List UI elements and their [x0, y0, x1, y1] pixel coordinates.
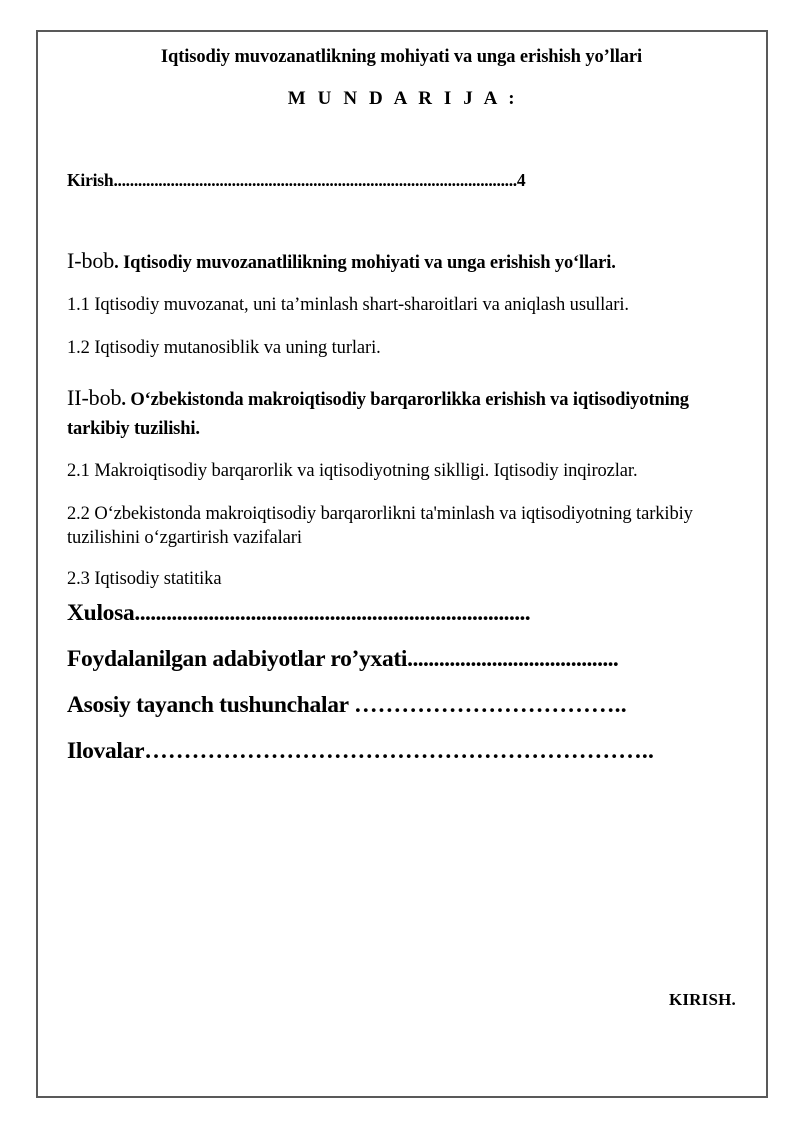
- toc-entry-key-concepts: [67, 691, 736, 720]
- toc-dot-leader-xulosa: ...........................................................................: [134, 599, 531, 626]
- toc-entry-label-key-concepts: Asosiy tayanch tushunchalar: [67, 692, 354, 719]
- chapter-title-2: O‘zbekistonda makroiqtisodiy barqarorlikka erishish va iqtisodiyotning tarkibiy tuzilishi.: [67, 390, 689, 439]
- chapter-number-2: II-bob: [67, 385, 122, 411]
- toc-entry-kirish: [67, 170, 736, 191]
- toc-entry-label-references: Foydalanilgan adabiyotlar ro’yxati: [67, 646, 408, 673]
- toc-dot-leader-references: ........................................: [407, 646, 619, 673]
- document-body: [38, 32, 766, 1096]
- toc-entry-label: Kirish: [67, 169, 114, 190]
- chapter-title-1: Iqtisodiy muvozanatlilikning mohiyati va unga erishish yo‘llari.: [123, 252, 616, 273]
- toc-entry-references: [67, 645, 736, 674]
- chapter-number-1: I-bob: [67, 247, 115, 273]
- toc-subsection-1-2: 1.2 Iqtisodiy mutanosiblik va uning turlari.: [67, 337, 381, 358]
- chapter-heading-1: [67, 247, 736, 276]
- page-title: Iqtisodiy muvozanatlikning mohiyati va unga erishish yo’llari: [160, 47, 643, 67]
- chapter-separator-1: .: [114, 252, 124, 273]
- chapter-separator-2: .: [121, 390, 131, 411]
- toc-entry-label-appendices: Ilovalar: [67, 738, 145, 765]
- chapter-heading-2: [67, 384, 736, 441]
- toc-subsection-2-3: 2.3 Iqtisodiy statitika: [67, 569, 222, 590]
- toc-page-number: 4: [516, 169, 526, 190]
- document-page-border: [36, 30, 768, 1098]
- toc-entry-appendices: [67, 737, 736, 766]
- footer-section-label: KIRISH.: [668, 990, 736, 1009]
- toc-subsection-2-2: 2.2 O‘zbekistonda makroiqtisodiy barqarorlikni ta'minlash va iqtisodiyotning tarkibiy tuzilishini o‘zgartirish vazifalari: [67, 503, 693, 549]
- toc-entry-label-xulosa: Xulosa: [67, 599, 135, 626]
- toc-dot-leader-appendices: ………………………………………………………..: [144, 738, 655, 765]
- table-of-contents-heading: M U N D A R I J A :: [287, 87, 519, 109]
- toc-dot-leader-key-concepts: ……………………………..: [353, 692, 627, 719]
- toc-subsection-1-1: 1.1 Iqtisodiy muvozanat, uni ta’minlash shart-sharoitlari va aniqlash usullari.: [67, 295, 629, 316]
- toc-subsection-2-1: 2.1 Makroiqtisodiy barqarorlik va iqtisodiyotning siklligi. Iqtisodiy inqirozlar.: [67, 461, 638, 482]
- toc-entry-xulosa: [67, 599, 736, 628]
- toc-dot-leader: ...................................................................................................: [113, 169, 517, 190]
